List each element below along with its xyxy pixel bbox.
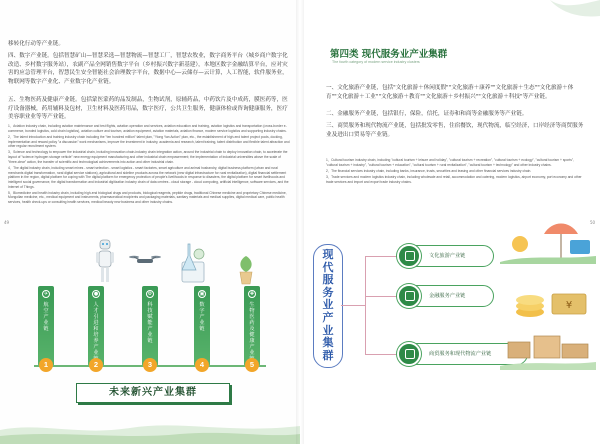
english-paragraphs-left [8, 124, 290, 206]
digital-industry-paragraph: 四、数字产业链。包括智慧矿山—智慧采选—智慧物流—智慧工厂，智慧农牧业，数字商务平台（城乡商户数字化改造、乡村数字服务站），农副产品全网销售数字平台（乡村振兴数字新基建），本地区数字金融结算平台，应对灾害的应急管理平台，智慧民生安全智能社会治理数字平台，数据中心—云储存—云计算，人工智能，软件服务业，物联网等数字产业化、产业数字化产业链。 [8, 53, 288, 85]
pillar-biomedicine [244, 286, 260, 366]
en-paragraph: 4、The digital industry chain, including smart mines - smart selection - smart logistics - smart factories, smart agriculture and animal husbandry, digital business platform (urban and rural merchants digital transformation, rural digital service stations), agricultural and sideline products across the network (new digital infrastructure for rural revitalization), digital financial settlement platform in the region, digital platform for coping with The digital platform for emergency protection of people's livelihoods in response to disasters, the digital platform for smart livelihoods and intelligent social governance, the digital transformation and industrial digitization industry chain of data centres - cloud storage - cloud computing, artificial intelligence, software services, and the Internet of Things. [8, 165, 289, 189]
service-icon [397, 284, 421, 308]
page-number: 50 [590, 220, 596, 225]
en-paragraph: 5、Biomedicine and health industry chain, including high-end biological drugs and products, biological reagents, peptide drugs, traditional Chinese medicine and proprietary Chinese medicine, Mongolian medicine, etc., medical equipment and instruments, pharmaceutical excipients and packaging materials, sanitary materials and medical supplies, digital medical care, public health services, health check-ups or consulting health services, medical beauty new business and other industry chains. [8, 190, 287, 205]
svg-text:¥: ¥ [565, 300, 573, 311]
en-paragraph: 3、Science and technology to empower the industrial chain, including innovation chain-industry chain integration action, around the industrial chain to deploy innovation chain, to accelerate the layout of "science hydrogen storage vehicle" new energy equipment manufacturing and other industrial chain empowerment; the implementation of industrial universities above the scale of "three-clear" action, the transfer of scientific and technological achievements into action and other industrial chain. [8, 150, 288, 164]
trade-logistics-paragraph: 三、商贸服务和现代物流产业链，包括批发零售，住宿餐饮，现代物流，临空经济，口岸经济等商贸服务业及进出口贸易等产业链。 [326, 123, 584, 138]
biomedicine-paragraph: 五、生物医药及健康产业链。包括蒙医蒙药的品发制品，生物试剂，原辅药品，中药饮片及中成药，膜医药等，医疗设备器械，药用辅料及包材，卫生材料及医药用品，数字医疗，公共卫生服务，健康体检或咨询健康服务，医疗美容职业业等等产业链。 [8, 97, 288, 121]
person-icon: ● [93, 291, 99, 297]
lab-equipment-illustration [178, 240, 208, 284]
service-item-finance: 金融服务产业链 [398, 285, 494, 307]
pillar-label: 数字产业链 [199, 302, 205, 332]
pillar-talent [88, 286, 104, 366]
tree-trunk [365, 256, 366, 354]
plant-pot-illustration [234, 252, 258, 286]
pillar-label: 人才引进和培养产业 [93, 302, 99, 356]
category-subtitle: The fourth category of modern service industry clusters [332, 60, 420, 64]
pillar-technology [142, 286, 158, 366]
tree-branch [365, 296, 399, 297]
en-paragraph: 2、The talent introduction and training industry chain including the "ten hundred million" talent plan, "Yiong Yan Action" plan, etc., the establishment of high-end talent project pools, docking, implementation and reward policy "a discussion" work mechanisms, improve the investment in industry, academia and research, talent training, talent distribution and flexible talent attraction and other regular recruitment system. [8, 134, 290, 149]
en-paragraph: 1、Cultural tourism industry chain, including "cultural tourism + leisure and holiday", "cultural tourism + recreation", "cultural tourism + ecology", "cultural tourism + sports", "cultural tourism + industry", "cultural tourism + education", "cultural tourism + rural revitalization", "cultural tourism + technology" and other industry chains. [326, 158, 574, 167]
pillar-number: 4 [195, 358, 209, 372]
chip-icon: ▣ [199, 291, 205, 297]
intro-line: 移转化行动等产业链。 [8, 41, 64, 47]
plane-icon: ✈ [43, 291, 49, 297]
tourism-illustration [500, 214, 596, 264]
pillar-label: 航空产业链 [43, 302, 49, 332]
service-item-culture-tourism: 文化旅游产业链 [398, 245, 494, 267]
pillar-label: 生物医药及健康产业 [249, 302, 255, 356]
pillar-aviation [38, 286, 54, 366]
tree-branch [365, 354, 399, 355]
vertical-cluster-title: 现代服务业产业集群 [313, 244, 343, 368]
pillar-number: 2 [89, 358, 103, 372]
page-number: 49 [4, 220, 10, 225]
english-paragraphs-right [326, 158, 586, 186]
logistics-illustration [500, 326, 596, 370]
page-gutter [296, 0, 304, 444]
en-paragraph: 3、Trade services and modern logistics industry chain, including wholesale and retail, accommodation and catering, modern logistics, airport economy, port economy and other trade services and import and export trade industry chains. [326, 174, 582, 184]
service-icon [397, 342, 421, 366]
en-paragraph: 1、Aviation industry chain, including aviation maintenance and test flights, aviation operation and services, aviation education and training, aviation logistics and transportation (cross-border e-commerce, bonded logistics, cold chain logistics), aviation culture and tourism, aviation equipment, aviation materials, aviation finance, modern service logistics and supporting industry chains. [8, 124, 287, 133]
tree-connector [341, 305, 365, 306]
culture-tourism-paragraph: 一、文化旅游产业链，包括"文化旅游＋休闲度假""文化旅游＋康养""文化旅游＋生态""文化旅游＋体育""文化旅游＋工业""文化旅游＋教育""文化旅游＋乡村振兴""文化旅游＋科技"等产业链。 [326, 85, 574, 100]
category-title: 第四类 现代服务业产业集群 [330, 49, 448, 60]
pillar-label: 科技赋能产业链 [147, 302, 153, 344]
tree-branch [365, 256, 399, 257]
gear-icon: ⚙ [147, 291, 153, 297]
robot-illustration [96, 238, 114, 286]
pillar-number: 5 [245, 358, 259, 372]
drone-illustration [128, 254, 162, 266]
finance-illustration [500, 280, 596, 320]
pillar-number: 1 [39, 358, 53, 372]
cluster-banner: 未来新兴产业集群 [76, 383, 230, 403]
en-paragraph: 2、The financial services industry chain, including banks, insurance, trusts, securities and leasing and other financial services industry chain. [326, 168, 532, 173]
service-icon [397, 244, 421, 268]
grass-decoration [0, 396, 300, 444]
medical-cross-icon: ✚ [249, 291, 255, 297]
pillar-number: 3 [143, 358, 157, 372]
finance-paragraph: 二、金融服务产业链，包括银行，保险，信托，证券和和商等金融服务等产业链。 [326, 111, 528, 117]
pillar-digital [194, 286, 210, 366]
industry-pillars [38, 286, 260, 366]
top-leaf-decoration [300, 0, 600, 40]
service-item-trade-logistics: 商贸服务和现代物流产业链 [398, 343, 528, 365]
